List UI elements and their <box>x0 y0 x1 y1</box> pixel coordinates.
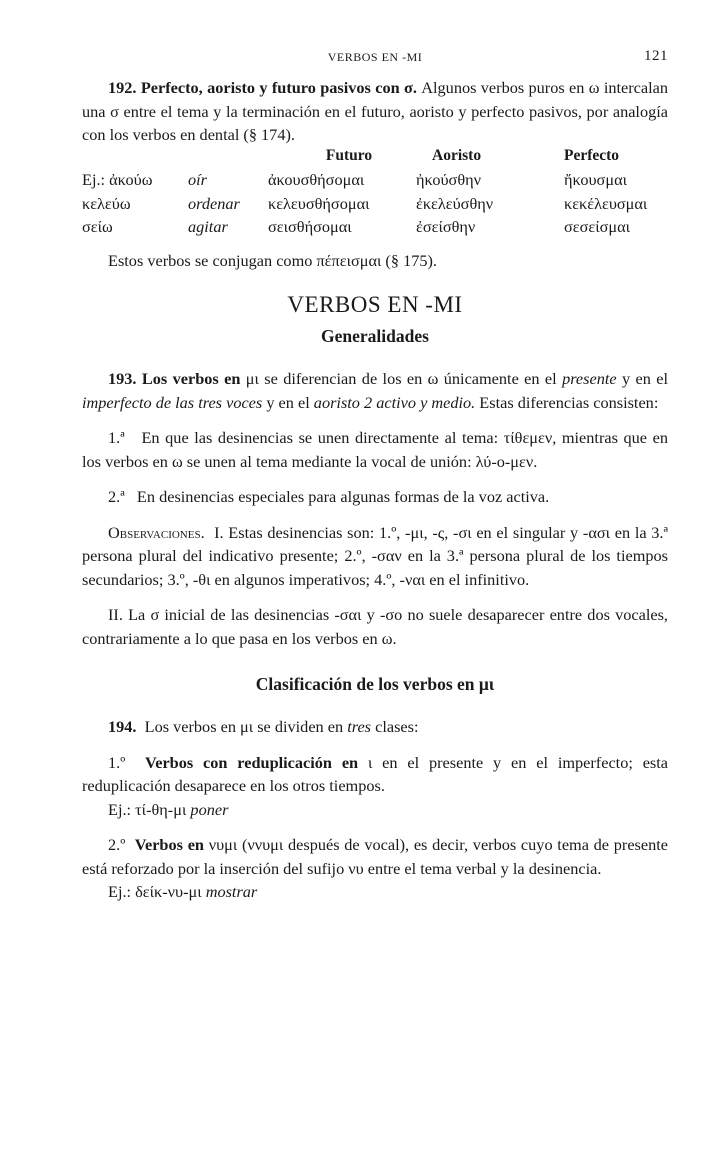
list-item <box>82 426 668 473</box>
observations-label: Observaciones. <box>108 522 205 542</box>
paragraph-text: Estas diferencias consisten: <box>475 392 659 412</box>
emphasis-text: presente <box>562 369 617 388</box>
aorist-cell: ἠκούσθην <box>416 170 482 189</box>
list-item <box>82 833 668 880</box>
list-item <box>82 485 668 509</box>
emphasis-text: tres <box>347 717 372 736</box>
example-greek: τί-θη-μι <box>135 799 187 819</box>
conjugation-note: Estos verbos se conjugan como πέπεισμαι (§ 175). <box>108 250 437 270</box>
paragraph-text: Los verbos en μι se dividen en <box>144 717 348 736</box>
column-header-aorist: Aoristo <box>432 146 482 164</box>
list-item-text: En desinencias especiales para algunas formas de la voz activa. <box>136 487 550 506</box>
meaning-cell: ordenar <box>188 193 240 213</box>
paragraph-text: se diferencian de los en ω únicamente en el <box>258 369 563 388</box>
list-number: 1.ª <box>108 428 125 447</box>
paragraph-text: y en el <box>616 369 669 388</box>
mi-glyph: μι <box>245 369 259 388</box>
running-title: VERBOS EN -MI <box>327 50 423 64</box>
section-title: Perfecto, aoristo y futuro pasivos con σ. <box>140 78 417 97</box>
paragraph-text: Algunos verbos puros en ω intercalan una σ entre el tema y la terminación en el futuro, aoristo y perfecto pasivos, por analogía con los verbos en dental (§ 174). <box>82 78 668 144</box>
future-cell: κελευσθήσομαι <box>268 193 370 213</box>
meaning-cell: oír <box>188 170 208 189</box>
section-subheading: Generalidades <box>321 326 429 346</box>
lead-text: Los verbos en <box>141 369 241 388</box>
observations <box>82 521 668 592</box>
column-header-future: Futuro <box>325 146 373 164</box>
example-label: Ej.: <box>108 799 132 819</box>
list-item-text: En que las desinencias se unen directamente al tema: τίθεμεν, mientras que en los verbos en ω se unen al tema mediante la vocal de unión: λύ-ο-μεν. <box>82 428 668 471</box>
example-meaning: poner <box>190 799 229 819</box>
emphasis-text: imperfecto de las tres voces <box>82 392 263 412</box>
table-row <box>82 194 647 218</box>
paragraph-193 <box>82 367 668 414</box>
list-item-text: νυμι (ννυμι después de vocal), es decir, verbos cuyo tema de presente está reforzado por la inserción del sufijo νυ entre el tema verbal y la desinencia. <box>82 835 668 878</box>
list-item-text: ι en el presente y en el imperfecto; esta reduplicación desaparece en los otros tiempos. <box>82 752 669 795</box>
meaning-cell: agitar <box>188 217 228 236</box>
future-cell: ἀκουσθήσομαι <box>268 170 365 189</box>
page-number: 121 <box>644 48 668 64</box>
example-label: Ej.: <box>82 170 106 189</box>
aorist-cell: ἐκελεύσθην <box>416 193 494 213</box>
paragraph-192 <box>82 76 668 147</box>
perfect-cell: ἤκουσμαι <box>564 170 627 189</box>
paragraph-194 <box>82 715 668 739</box>
list-number: 2.ª <box>108 487 125 506</box>
list-item-heading: Verbos en <box>134 835 204 854</box>
example-greek: δείκ-νυ-μι <box>135 882 202 901</box>
perfect-cell: κεκέλευσμαι <box>564 193 648 213</box>
emphasis-text: aoristo 2 activo y medio. <box>313 392 476 412</box>
aorist-cell: ἐσείσθην <box>416 217 476 236</box>
paragraph-text: clases: <box>371 717 419 736</box>
observation-text: I. Estas desinencias son: 1.º, -μι, -ς, -σι en el singular y -ασι en la 3.ª persona plural del indicativo presente; 2.º, -σαν en la 3.ª persona plural de los tiempos secundarios; 3.º, -θι en algunos imperativos; 4.º, -ναι en el infinitivo. <box>82 522 668 589</box>
section-number: 193. <box>108 369 137 388</box>
example-meaning: mostrar <box>205 882 258 901</box>
perfect-cell: σεσείσμαι <box>564 217 631 236</box>
list-number: 1.º <box>108 752 126 772</box>
list-item-heading: Verbos con reduplicación en <box>144 752 359 772</box>
example-line <box>82 880 668 904</box>
column-header-perfect: Perfecto <box>564 146 620 164</box>
list-item <box>82 751 668 798</box>
classification-heading: Clasificación de los verbos en μι <box>255 674 495 694</box>
section-number: 194. <box>108 717 137 736</box>
section-number: 192. <box>108 78 137 97</box>
verb-cell: σείω <box>82 217 113 236</box>
table-header-row <box>82 147 647 171</box>
example-label: Ej.: <box>108 882 132 901</box>
section-heading: VERBOS EN -MI <box>287 292 463 317</box>
page <box>82 50 668 904</box>
example-line <box>82 798 668 822</box>
observation-2: II. La σ inicial de las desinencias -σαι y -σο no suele desaparecer entre dos vocales, contrariamente a lo que pasa en los verbos en ω. <box>82 605 668 648</box>
list-number: 2.º <box>108 835 126 854</box>
verb-cell: ἀκούω <box>109 170 153 189</box>
paragraph-text: y en el <box>262 392 314 412</box>
running-head <box>82 50 668 76</box>
table-row <box>82 217 647 241</box>
table-row <box>82 170 647 194</box>
verb-cell: κελεύω <box>82 193 131 213</box>
future-cell: σεισθήσομαι <box>268 217 352 236</box>
example-table <box>82 147 647 241</box>
